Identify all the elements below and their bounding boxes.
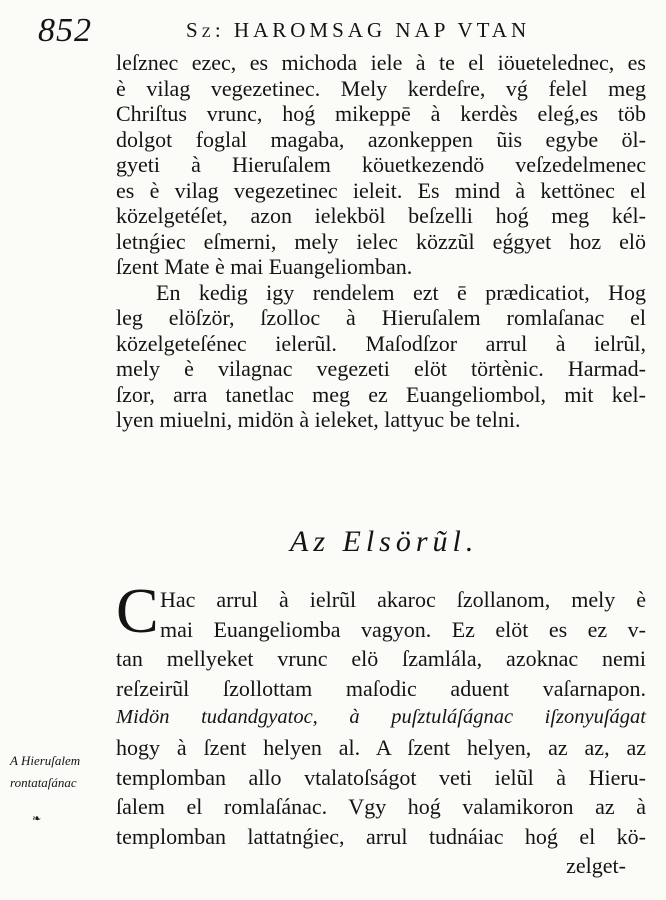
text-line: lyen miuelni, midön à ieleket, lattyuc be telni. (116, 407, 521, 432)
text-line: dolgot foglal magaba, azonkeppen ũis egybe öl- (116, 126, 646, 152)
text-line: templomban allo vtalatoſságot veti ielũl à Hieru- (116, 764, 646, 790)
marginal-note-line: A Hieruſalem (10, 753, 81, 768)
drop-cap-block (116, 575, 646, 646)
text-line: Midön tudandgyatoc, à puſztuláſágnac iſzonyuſágat (116, 706, 646, 729)
page-number: 852 (38, 12, 92, 49)
text-line: Hac arrul à ielrũl akaroc ſzollanom, mely è (160, 587, 646, 612)
paragraph-1 (116, 50, 646, 433)
text-line: ſzor, arra tanetlac meg ez Euangeliombol, mit kel- (116, 381, 646, 407)
text-line: ſzent Mate è mai Euangeliomban. (116, 254, 413, 279)
paragraph-3 (116, 575, 646, 881)
text-line: es è vilag vegezetinec ieleit. Es mind à kettönec el (116, 177, 646, 203)
drop-cap: C (116, 575, 159, 646)
marginal-note (10, 750, 110, 794)
text-line: reſzeirũl ſzollottam maſodic aduent vaſarnapon. (116, 675, 646, 701)
running-head: Sz: HAROMSAG NAP VTAN (186, 18, 531, 42)
text-line: Chriſtus vrunc, hoǵ mikeppē à kerdès eleǵ,es töb (116, 101, 646, 126)
text-line: templomban lattatnǵiec, arrul tudnáiac hoǵ el kö- (116, 823, 646, 849)
text-line: leg elöſzör, ſzolloc à Hieruſalem romlaſanac el (116, 305, 646, 330)
text-line: leſznec ezec, es michoda iele à te el iöuetelednec, es (116, 50, 646, 75)
text-line: hogy à ſzent helyen al. A ſzent helyen, az az, az (116, 734, 646, 760)
text-line: közelgetéſet, azon ielekböl beſzelli hoǵ meg kél- (116, 203, 646, 228)
text-line: ſalem el romlaſánac. Vgy hoǵ valamikoron az à (116, 794, 646, 820)
text-line: gyeti à Hieruſalem köuetkezendö veſzedelmenec (116, 152, 646, 177)
marginal-note-line: rontataſánac (10, 775, 77, 790)
drop-cap-lines (160, 585, 646, 644)
catchword: zelget- (566, 853, 626, 879)
text-line: letnǵiec eſmerni, mely ielec közzũl eǵgyet hoz elö (116, 228, 646, 254)
margin-mark-icon: ❧ (32, 813, 42, 825)
text-line: è vilag vegezetinec. Mely kerdeſre, vǵ felel meg (116, 75, 646, 101)
text-line: tan mellyeket vrunc elö ſzamlála, azoknac nemi (116, 646, 646, 672)
text-line: mely è vilagnac vegezeti elöt törtènic. Harmad- (116, 356, 646, 381)
section-heading: Az Elsörũl. (290, 525, 479, 558)
text-line: mai Euangeliomba vagyon. Ez elöt es ez v- (160, 616, 646, 642)
text-line: En kedig igy rendelem ezt ē prædicatiot, Hog (156, 279, 646, 305)
text-line: közelgeteſénec ielerũl. Maſodſzor arrul à ielrũl, (116, 330, 646, 356)
